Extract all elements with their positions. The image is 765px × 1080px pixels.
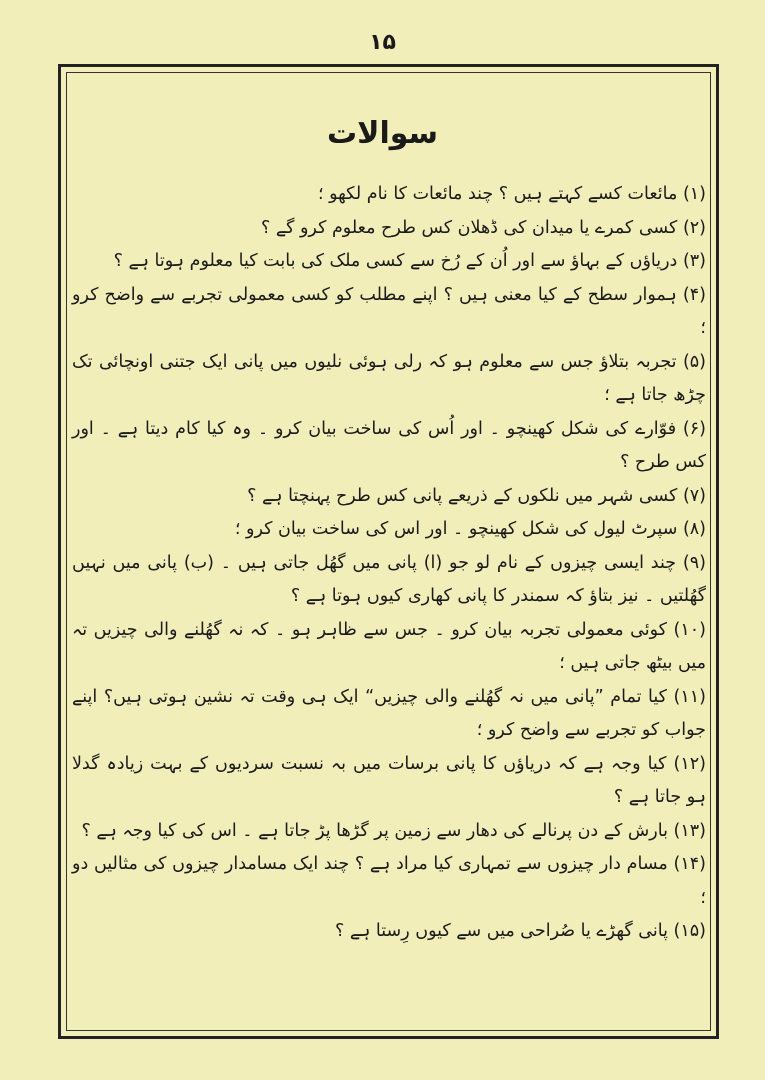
question-text: تجربہ بتلاؤ جس سے معلوم ہو کہ رلی ہوئی نلیوں میں پانی ایک جتنی اونچائی تک چڑھ جاتا ہے ؛ <box>72 351 706 405</box>
question-number: (۲) <box>682 217 706 238</box>
question-number: (۷) <box>682 485 706 506</box>
question-item <box>72 815 706 849</box>
question-text: کسی شہر میں نلکوں کے ذریعے پانی کس طرح پہنچتا ہے ؟ <box>247 485 678 506</box>
question-item <box>72 212 706 246</box>
question-item <box>72 848 706 915</box>
question-item <box>72 513 706 547</box>
question-text: دریاؤں کے بہاؤ سے اور اُن کے رُخ سے کسی ملک کی بابت کیا معلوم ہوتا ہے ؟ <box>113 251 678 271</box>
question-item <box>72 413 706 480</box>
question-number: (۱۱) <box>673 686 706 707</box>
question-item <box>72 346 706 413</box>
question-text: فوّارے کی شکل کھینچو ۔ اور اُس کی ساخت بیان کرو ۔ وہ کیا کام دیتا ہے ۔ اور کس طرح ؟ <box>72 418 706 472</box>
question-item <box>72 245 706 279</box>
question-item <box>72 748 706 815</box>
question-item <box>72 681 706 748</box>
question-number: (۳) <box>682 251 706 271</box>
question-text: پانی گھڑے یا صُراحی میں سے کیوں رِستا ہے ؟ <box>335 921 668 941</box>
question-item <box>72 547 706 614</box>
question-item <box>72 178 706 212</box>
question-number: (۴) <box>682 284 706 305</box>
question-text: کوئی معمولی تجربہ بیان کرو ۔ جس سے ظاہر ہو ۔ کہ نہ گھُلنے والی چیزیں تہ میں بیٹھ جاتی ہیں ؛ <box>72 619 706 673</box>
question-item <box>72 614 706 681</box>
question-text: مائعات کسے کہتے ہیں ؟ چند مائعات کا نام لکھو ؛ <box>317 184 678 204</box>
question-text: سپرٹ لیول کی شکل کھینچو ۔ اور اس کی ساخت بیان کرو ؛ <box>234 519 678 539</box>
section-heading: سوالات <box>326 116 439 151</box>
question-item <box>72 480 706 514</box>
question-text: کیا تمام ”پانی میں نہ گھُلنے والی چیزیں“ ایک ہی وقت تہ نشین ہوتی ہیں؟ اپنے جواب کو تجربے سے واضح کرو ؛ <box>72 686 706 740</box>
question-number: (۸) <box>682 519 706 539</box>
question-text: چند ایسی چیزوں کے نام لو جو (ا) پانی میں گھُل جاتی ہیں ۔ (ب) پانی میں نہیں گھُلتیں ۔ نیز بتاؤ کہ سمندر کا پانی کھاری کیوں ہوتا ہے ؟ <box>72 552 706 606</box>
question-number: (۱۲) <box>673 753 706 774</box>
question-number: (۹) <box>682 552 706 573</box>
question-number: (۱۰) <box>673 619 706 640</box>
question-text: بارش کے دن پرنالے کی دھار سے زمین پر گڑھا پڑ جاتا ہے ۔ اس کی کیا وجہ ہے ؟ <box>81 820 668 841</box>
question-text: مسام دار چیزوں سے تمہاری کیا مراد ہے ؟ چند ایک مسامدار چیزوں کی مثالیں دو ؛ <box>72 854 706 908</box>
question-item <box>72 279 706 346</box>
question-number: (۶) <box>682 418 706 439</box>
question-text: کیا وجہ ہے کہ دریاؤں کا پانی برسات میں بہ نسبت سردیوں کے بہت زیادہ گدلا ہو جاتا ہے ؟ <box>72 753 706 807</box>
page-number: ۱۵ <box>369 30 396 55</box>
question-item <box>72 915 706 949</box>
questions-list <box>72 178 706 949</box>
question-text: ہموار سطح کے کیا معنی ہیں ؟ اپنے مطلب کو کسی معمولی تجربے سے واضح کرو ؛ <box>72 284 706 338</box>
question-number: (۱۴) <box>673 854 706 874</box>
question-number: (۱۳) <box>673 820 706 841</box>
question-text: کسی کمرے یا میدان کی ڈھلان کس طرح معلوم کرو گے ؟ <box>260 217 678 238</box>
question-number: (۱۵) <box>673 921 706 941</box>
question-number: (۵) <box>682 351 706 372</box>
question-number: (۱) <box>682 184 706 204</box>
